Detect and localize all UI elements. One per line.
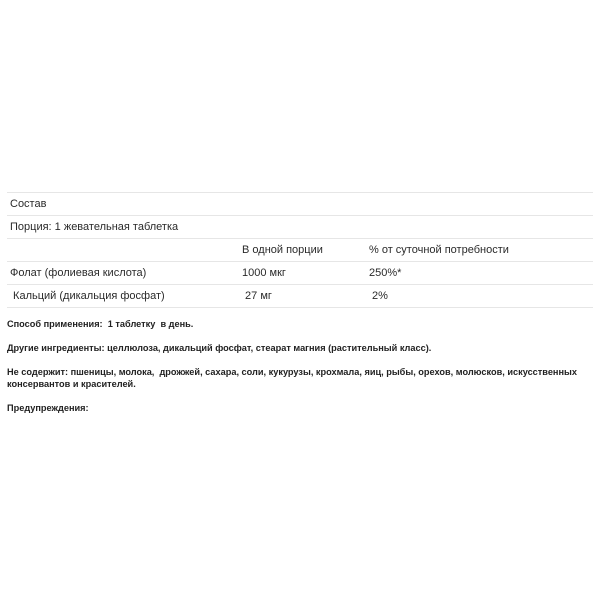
header-row (7, 239, 593, 262)
ingredient-amount: 27 мг (242, 290, 272, 302)
ingredient-amount: 1000 мкг (242, 267, 286, 279)
ingredient-daily-value: 250%* (369, 267, 402, 279)
serving-row (7, 216, 593, 239)
ingredient-name: Фолат (фолиевая кислота) (10, 267, 147, 279)
other-ingredients-note: Другие ингредиенты: целлюлоза, дикальций фосфат, стеарат магния (растительный класс). (7, 343, 432, 353)
header-amount: В одной порции (242, 244, 323, 256)
free-of-note: Не содержит: пшеницы, молока, дрожжей, сахара, соли, кукурузы, крохмала, яиц, рыбы, орехов, молюсков, искусственных консервантов и красителей. (7, 367, 580, 389)
product-notes (7, 318, 593, 426)
supplement-facts-table (7, 192, 593, 308)
table-title-row (7, 193, 593, 216)
ingredient-daily-value: 2% (369, 290, 388, 302)
table-row (7, 285, 593, 308)
table-title: Состав (10, 198, 47, 210)
serving-size: Порция: 1 жевательная таблетка (10, 221, 179, 233)
warnings-heading: Предупреждения: (7, 403, 89, 413)
usage-note: Способ применения: 1 таблетку в день. (7, 319, 194, 329)
ingredient-name: Кальций (дикальция фосфат) (10, 290, 165, 302)
header-daily-value: % от суточной потребности (369, 244, 509, 256)
table-row (7, 262, 593, 285)
